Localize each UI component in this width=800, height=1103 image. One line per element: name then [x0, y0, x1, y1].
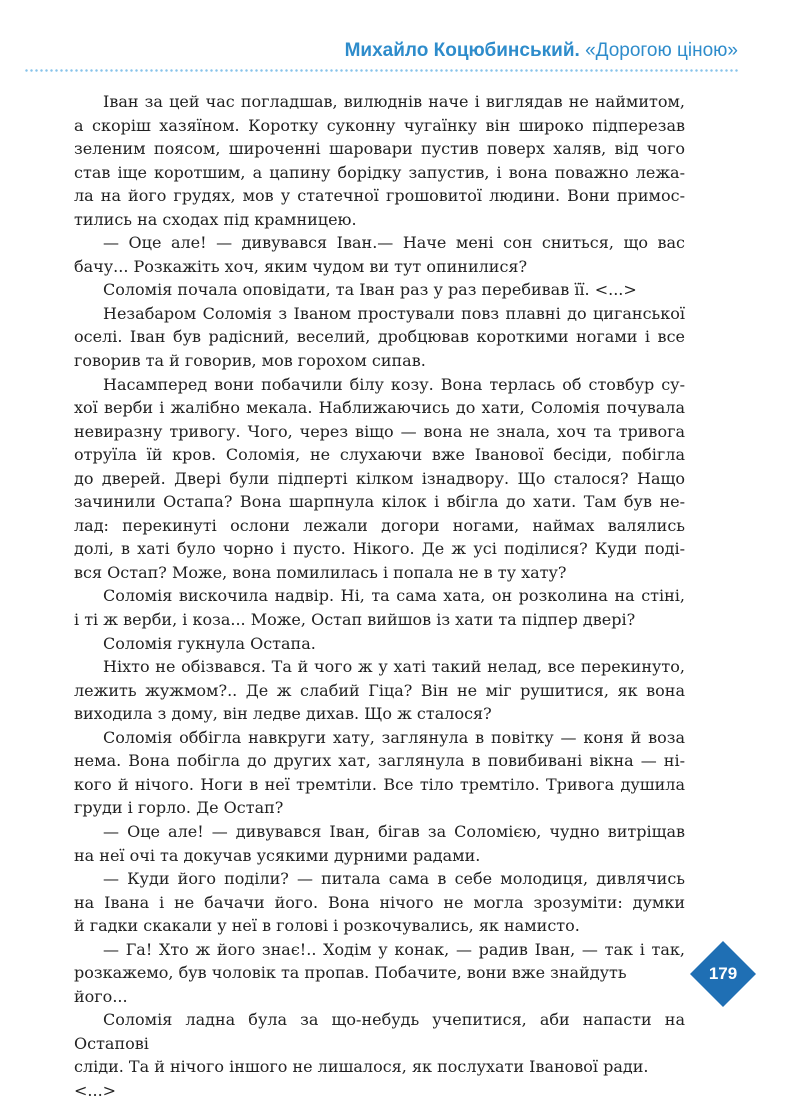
text-line: Іван за цей час погладшав, вилюднів наче і виглядав не наймитом,	[103, 92, 685, 111]
text-line: Незабаром Соломія з Іваном простували повз плавні до циганської	[103, 303, 685, 323]
paragraph	[74, 938, 685, 1009]
text-line: лад: перекинуті ослони лежали догори ногами, наймах валялись	[74, 515, 685, 535]
text-line: і ті ж верби, і коза... Може, Остап вийшов із хати та підпер двері?	[74, 610, 636, 630]
text-line: тились на сходах під крамницею.	[74, 209, 357, 229]
text-line: зачинили Остапа? Вона шарпнула кілок і вбігла до хати. Там був не-	[74, 492, 685, 512]
paragraph	[74, 584, 685, 631]
paragraph	[74, 655, 685, 726]
running-head	[345, 40, 738, 62]
text-line: став іще коротшим, а цапину борідку запустив, і вона поважно лежа-	[74, 162, 685, 182]
text-line: отруїла їй кров. Соломія, не слухаючи вже Іванової бесіди, побігла	[74, 445, 685, 465]
text-line: сліди. Та й нічого іншого не лишалося, як послухати Іванової ради. <...>	[74, 1057, 649, 1100]
text-line: Соломія ладна була за що-небудь учепитися, аби напасти на Остапові	[74, 1010, 685, 1053]
text-line: Насамперед вони побачили білу козу. Вона терлась об стовбур су-	[103, 374, 685, 394]
running-head-title: «Дорогою ціною»	[585, 40, 738, 61]
paragraph	[74, 632, 685, 656]
text-line: на Івана і не бачачи його. Вона нічого не могла зрозуміти: думки	[74, 892, 685, 912]
text-line: — Оце але! — дивувався Іван, бігав за Соломією, чудно витріщав	[103, 821, 685, 841]
running-head-author: Михайло Коцюбинський.	[344, 40, 580, 61]
text-line: кого й нічого. Ноги в неї тремтіли. Все тіло тремтіло. Тривога душила	[74, 774, 685, 794]
text-line: й гадки скакали у неї в голові і розкочувались, як намисто.	[74, 916, 580, 936]
text-line: — Куди його поділи? — питала сама в себе молодиця, дивлячись	[103, 869, 685, 889]
text-line: Соломія гукнула Остапа.	[103, 633, 316, 653]
text-line: — Га! Хто ж його знає!.. Ходім у конак, — радив Іван, — так і так,	[103, 939, 685, 959]
paragraph	[74, 278, 685, 302]
paragraph	[74, 302, 685, 373]
text-line: нема. Вона побігла до других хат, заглянула в повибивані вікна — ні-	[74, 751, 685, 771]
text-line: бачу... Розкажіть хоч, яким чудом ви тут опинилися?	[74, 256, 528, 276]
text-line: долі, в хаті було чорно і пусто. Нікого. Де ж усі поділися? Куди поді-	[74, 539, 685, 559]
paragraph	[74, 726, 685, 820]
text-line: невиразну тривогу. Чого, через віщо — вона не знала, хоч та тривога	[74, 421, 685, 441]
text-line: хої верби і жалібно мекала. Наближаючись до хати, Соломія почувала	[74, 398, 685, 418]
text-line: ла на його грудях, мов у статечної грошовитої людини. Вони примос-	[74, 186, 685, 206]
text-line: оселі. Іван був радісний, веселий, дробцював короткими ногами і все	[74, 327, 685, 347]
text-line: Соломія почала оповідати, та Іван раз у раз перебивав її. <...>	[103, 280, 637, 300]
paragraph	[74, 1008, 685, 1102]
paragraph	[74, 820, 685, 867]
text-line: Ніхто не обізвався. Та й чого ж у хаті такий нелад, все перекинуто,	[103, 657, 685, 677]
body-text	[74, 90, 685, 1103]
text-line: на неї очі та докучав усякими дурними радами.	[74, 845, 481, 865]
paragraph	[74, 90, 685, 231]
text-line: а скоріш хазяїном. Коротку суконну чугаїнку він широко підперезав	[74, 115, 685, 135]
text-line: розкажемо, був чоловік та пропав. Побачите, вони вже знайдуть його...	[74, 963, 627, 1006]
page-number: 179	[708, 964, 738, 983]
text-line: виходила з дому, він ледве дихав. Що ж сталося?	[74, 704, 492, 724]
text-line: Соломія вискочила надвір. Ні, та сама хата, он розколина на стіні,	[103, 586, 685, 606]
text-line: вся Остап? Може, вона помилилась і попала не в ту хату?	[74, 562, 567, 582]
dotted-divider	[24, 69, 738, 72]
page-number-badge	[688, 939, 758, 1009]
paragraph	[74, 867, 685, 938]
text-line: лежить жужмом?.. Де ж слабий Гіца? Він не міг рушитися, як вона	[74, 680, 685, 700]
text-line: говорив та й говорив, мов горохом сипав.	[74, 351, 426, 371]
paragraph	[74, 231, 685, 278]
paragraph	[74, 373, 685, 585]
text-line: — Оце але! — дивувався Іван.— Наче мені сон сниться, що вас	[103, 233, 685, 253]
text-line: до дверей. Двері були підперті кілком ізнадвору. Що сталося? Нащо	[74, 468, 685, 488]
text-line: зеленим поясом, широченні шаровари пустив поверх халяв, від чого	[74, 139, 685, 159]
text-line: груди і горло. Де Остап?	[74, 798, 284, 818]
text-line: Соломія оббігла навкруги хату, заглянула в повітку — коня й воза	[103, 727, 685, 747]
